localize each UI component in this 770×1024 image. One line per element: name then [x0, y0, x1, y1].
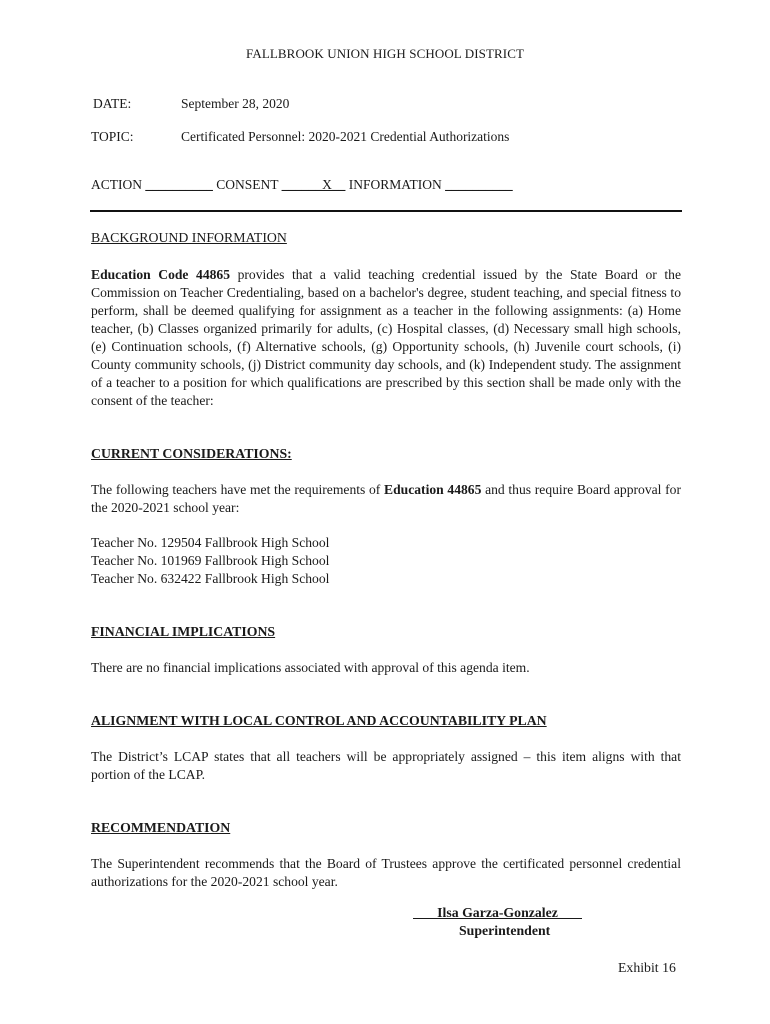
exhibit-label: Exhibit 16: [618, 960, 676, 975]
signature-name: Ilsa Garza-Gonzalez: [413, 905, 582, 920]
consent-fill: ______X__: [281, 177, 346, 192]
date-value: September 28, 2020: [181, 96, 290, 111]
background-paragraph: [91, 266, 681, 410]
teacher-item: Teacher No. 101969 Fallbrook High School: [91, 553, 330, 568]
action-line: [91, 177, 513, 193]
consent-label: CONSENT: [216, 177, 279, 192]
lcap-body: The District’s LCAP states that all teachers will be appropriately assigned – this item aligns with that portion of the LCAP.: [91, 749, 681, 782]
signature-title: Superintendent: [459, 923, 551, 938]
background-heading: BACKGROUND INFORMATION: [91, 230, 287, 245]
teacher-item: Teacher No. 632422 Fallbrook High School: [91, 571, 330, 586]
recommendation-body: The Superintendent recommends that the Board of Trustees approve the certificated personnel credential authorizations for the 2020-2021 school year.: [91, 856, 681, 889]
current-intro-before: The following teachers have met the requirements of: [91, 482, 385, 497]
current-intro-after: and thus require Board approval for the 2020-2021 school year:: [91, 482, 681, 515]
recommendation-heading: RECOMMENDATION: [91, 820, 231, 835]
district-header: FALLBROOK UNION HIGH SCHOOL DISTRICT: [245, 46, 525, 61]
current-considerations-paragraph: [91, 481, 681, 517]
action-label: ACTION: [91, 177, 142, 192]
topic-value: Certificated Personnel: 2020-2021 Credential Authorizations: [181, 129, 510, 144]
financial-heading: FINANCIAL IMPLICATIONS: [91, 624, 276, 639]
education-code-ref: Education Code 44865: [91, 267, 231, 282]
signature-block: [413, 904, 582, 940]
lcap-heading: ALIGNMENT WITH LOCAL CONTROL AND ACCOUNTABILITY PLAN: [91, 713, 547, 728]
current-intro-code: Education 44865: [384, 482, 482, 497]
background-body: provides that a valid teaching credential issued by the State Board or the Commission on Teacher Credentialing, based on a bachelor's degree, student teaching, and special fitness to perform, shall be deemed qualifying for assignment as a teacher in the following assignments: (a) Home teacher, (b) Classes organized primarily for adults, (c) Hospital classes, (d) Necessary small high schools, (e) Continuation schools, (f) Alternative schools, (g) Opportunity schools, (h) Juvenile court schools, (i) County community schools, (j) District community day schools, and (k) Independent study. The assignment of a teacher to a position for which qualifications are prescribed by this section shall be made only with the consent of the teacher:: [91, 267, 681, 408]
teacher-list: [91, 534, 329, 588]
information-label: INFORMATION: [348, 177, 442, 192]
current-considerations-heading: CURRENT CONSIDERATIONS:: [91, 446, 292, 461]
action-fill: __________: [145, 177, 213, 192]
topic-label: TOPIC:: [91, 129, 134, 144]
date-label: DATE:: [93, 96, 132, 111]
header-divider: [90, 210, 682, 212]
teacher-item: Teacher No. 129504 Fallbrook High School: [91, 535, 330, 550]
information-fill: __________: [445, 177, 513, 192]
financial-body: There are no financial implications associated with approval of this agenda item.: [91, 660, 530, 675]
